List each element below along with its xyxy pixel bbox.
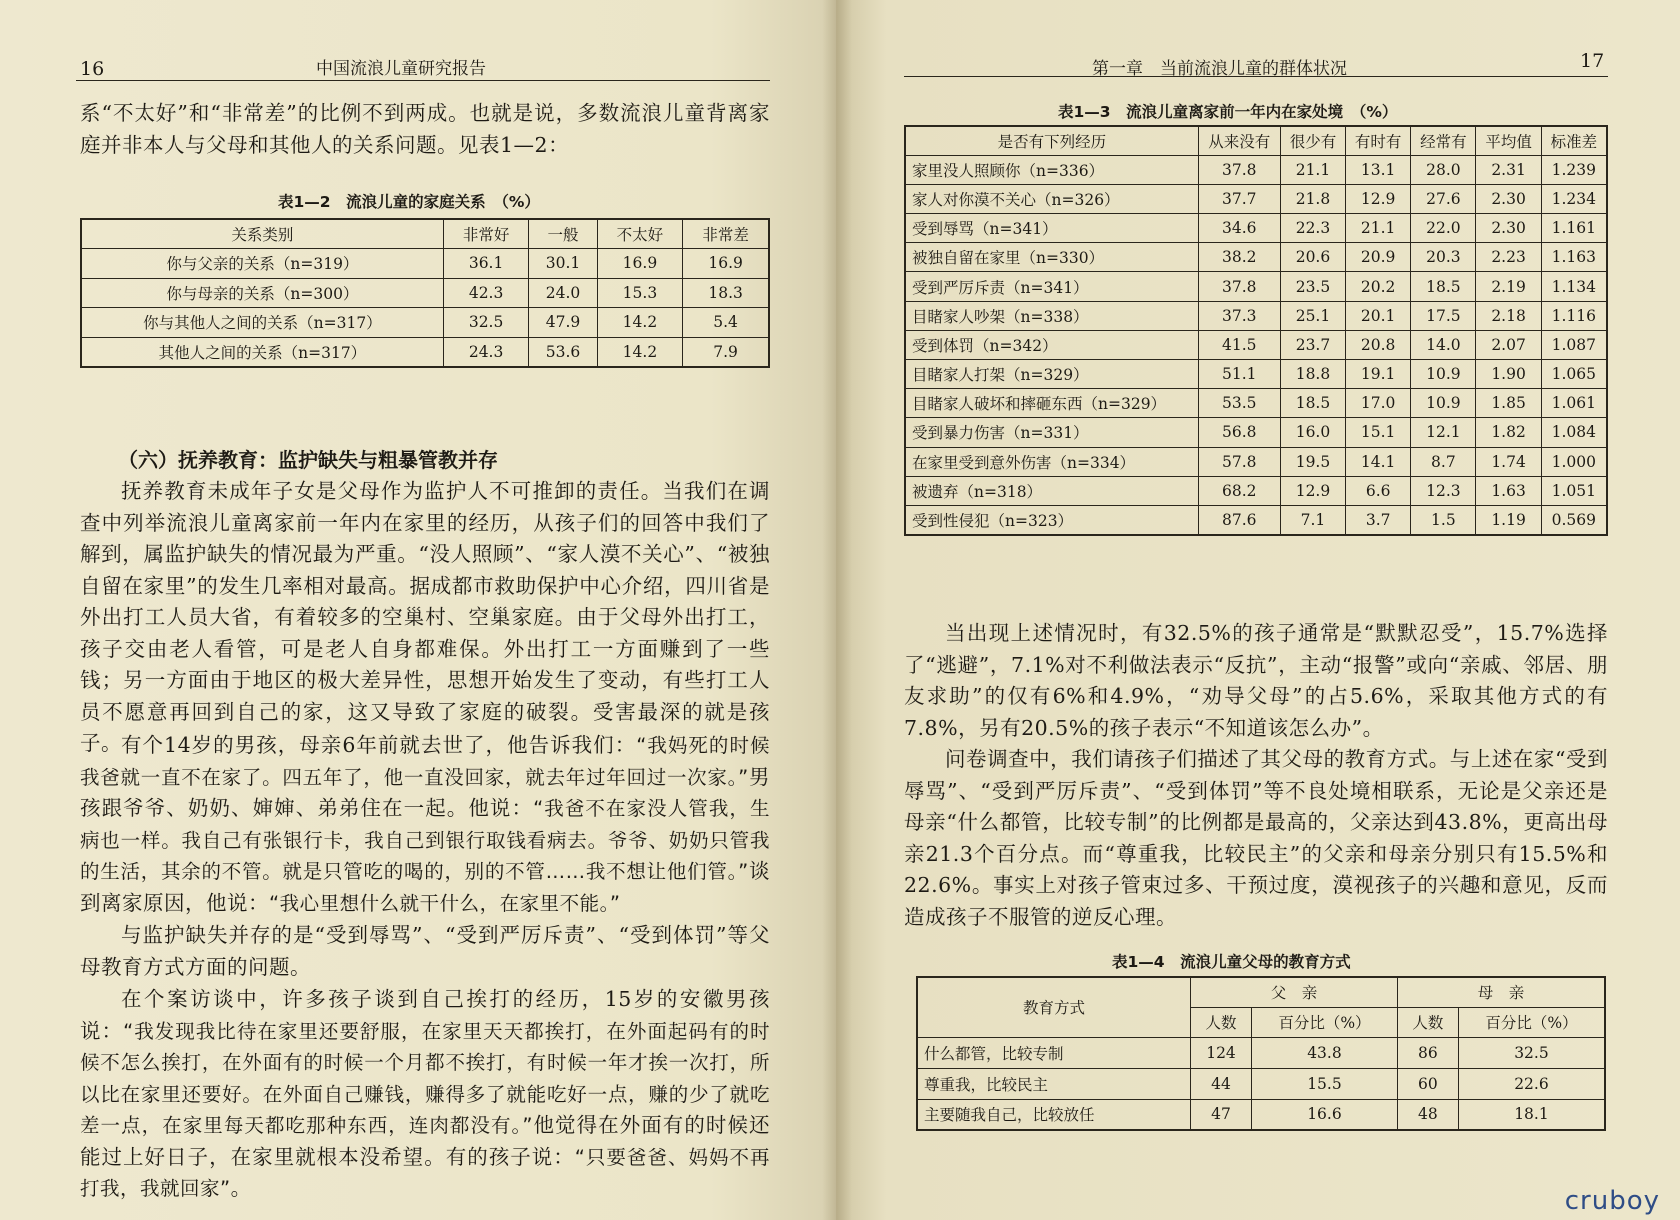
table-1-3-cell: 13.1 [1346,155,1411,184]
table-1-2-header-cell: 一般 [529,219,597,249]
table-1-3-row [905,418,1607,447]
table-1-4-cell: 尊重我，比较民主 [917,1068,1191,1099]
table-1-4-row [917,1037,1605,1068]
table-1-3-row [905,476,1607,505]
table-1-3-cell: 38.2 [1198,243,1280,272]
table-1-3-cell: 目睹家人打架（n=329） [905,360,1198,389]
table-1-3-cell: 7.1 [1280,505,1345,534]
table-1-3-cell: 1.116 [1541,301,1607,330]
header-mother-count: 人数 [1397,1007,1458,1037]
table-1-4-cell: 124 [1191,1037,1252,1068]
table-1-2-cell: 16.9 [683,249,769,279]
para-2-quote-3: “我心里想什么就干什么，在家里不能。” [269,891,621,915]
table-1-3-cell: 家人对你漠不关心（n=326） [905,184,1198,213]
table-1-3-cell: 8.7 [1411,447,1476,476]
table-1-3-cell: 41.5 [1198,330,1280,359]
table-1-3-header-cell: 经常有 [1411,126,1476,155]
table-1-3-cell: 14.1 [1346,447,1411,476]
table-1-3-cell: 20.6 [1280,243,1345,272]
table-1-3-cell: 23.5 [1280,272,1345,301]
table-1-3-cell: 2.30 [1476,214,1541,243]
table-1-2-cell: 24.0 [529,278,597,308]
table-1-3-cell: 1.63 [1476,476,1541,505]
left-para-3: 与监护缺失并存的是“受到辱骂”、“受到严厉斥责”、“受到体罚”等父母教育方式方面的问题。 [80,923,770,979]
para-2-text-a: 有个14岁的男孩，母亲6年前就去世了，他告诉我们： [121,733,637,757]
table-1-2-cell: 16.9 [597,249,683,279]
table-1-3-header-cell: 很少有 [1280,126,1345,155]
table-1-3-cell: 23.7 [1280,330,1345,359]
header-father-pct: 百分比（%） [1252,1007,1398,1037]
table-1-3-row [905,184,1607,213]
table-1-4-cell: 16.6 [1252,1099,1398,1130]
table-1-3-cell: 22.3 [1280,214,1345,243]
table-1-3-cell: 68.2 [1198,476,1280,505]
para-4-text-c: 他觉得在外面有的时候还能过上好日子，在家里就根本没希望。有的孩子说： [80,1113,770,1169]
table-1-3-cell: 37.8 [1198,155,1280,184]
table-1-3-cell: 3.7 [1346,505,1411,534]
right-para-1: 当出现上述情况时，有32.5%的孩子通常是“默默忍受”，15.7%选择了“逃避”，7.1%对不利做法表示“反抗”，主动“报警”或向“亲戚、邻居、朋友求助”的仅有6%和4.9%，“劝导父母”的占5.6%，采取其他方式的有7.8%，另有20.5%的孩子表示“不知道该怎么办”。 [904,621,1608,740]
table-1-3-cell: 16.0 [1280,418,1345,447]
table-1-3-cell: 27.6 [1411,184,1476,213]
table-1-4-cell: 47 [1191,1099,1252,1130]
table-1-3-cell: 19.1 [1346,360,1411,389]
table-1-3-cell: 受到性侵犯（n=323） [905,505,1198,534]
table-1-3-cell: 53.5 [1198,389,1280,418]
table-1-3-cell: 受到暴力伤害（n=331） [905,418,1198,447]
para-4-quote-2: “只要爸爸、妈妈不再打我，我就回家” [80,1145,770,1200]
table-1-3-cell: 12.1 [1411,418,1476,447]
table-1-3-cell: 1.85 [1476,389,1541,418]
table-1-2-cell: 其他人之间的关系（n=317） [81,337,443,367]
table-1-2-cell: 42.3 [443,278,529,308]
table-1-3-cell: 87.6 [1198,505,1280,534]
table-1-3-cell: 1.000 [1541,447,1607,476]
table-1-3-cell: 25.1 [1280,301,1345,330]
table-1-3-cell: 20.3 [1411,243,1476,272]
table-1-3-cell: 10.9 [1411,389,1476,418]
table-1-3-cell: 1.134 [1541,272,1607,301]
table-1-3-header-cell: 平均值 [1476,126,1541,155]
right-header-rule [904,76,1608,77]
right-page-number: 17 [1580,50,1605,72]
left-para-top: 系“不太好”和“非常差”的比例不到两成。也就是说，多数流浪儿童背离家庭并非本人与父母和其他人的关系问题。见表1—2： [80,101,770,157]
table-1-3-cell: 1.74 [1476,447,1541,476]
table-1-3 [904,125,1608,536]
table-1-4-cell: 43.8 [1252,1037,1398,1068]
table-1-3-cell: 2.19 [1476,272,1541,301]
table-1-2-cell: 你与母亲的关系（n=300） [81,278,443,308]
table-1-3-row [905,301,1607,330]
para-4-quote-1: “我发现我比待在家里还要舒服，在家里天天都挨打，在外面起码有的时候不怎么挨打，在外面有的时候一个月都不挨打，有时候一年才挨一次打，所以比在家里还要好。在外面自己赚钱，赚得多了就能吃好一点，赚的少了就吃差一点，在家里每天都吃那种东西，连肉都没有。” [80,1019,771,1137]
table-1-2 [80,218,770,368]
table-1-4-cell: 什么都管，比较专制 [917,1037,1191,1068]
table-1-3-row [905,272,1607,301]
right-para-2: 问卷调查中，我们请孩子们描述了其父母的教育方式。与上述在家“受到辱骂”、“受到严厉斥责”、“受到体罚”等不良处境相联系，无论是父亲还是母亲“什么都管，比较专制”的比例都是最高的，父亲达到43.8%，更高出母亲21.3个百分点。而“尊重我，比较民主”的父亲和母亲分别只有15.5%和22.6%。事实上对孩子管束过多、干预过度，漠视孩子的兴趣和意见，反而造成孩子不服管的逆反心理。 [904,747,1608,929]
table-1-3-cell: 受到辱骂（n=341） [905,214,1198,243]
table-1-2-cell: 你与其他人之间的关系（n=317） [81,308,443,338]
para-2-text-e: 谈到离家原因，他说： [80,859,770,915]
table-1-4-cell: 主要随我自己，比较放任 [917,1099,1191,1130]
table-1-2-caption: 表1—2 流浪儿童的家庭关系 （%） [278,193,540,211]
left-page [0,0,836,1220]
table-1-4-cell: 44 [1191,1068,1252,1099]
book-spine-shadow [822,0,852,1220]
table-1-3-cell: 34.6 [1198,214,1280,243]
table-1-2-cell: 14.2 [597,308,683,338]
table-1-3-cell: 2.31 [1476,155,1541,184]
table-1-3-cell: 2.07 [1476,330,1541,359]
table-1-2-cell: 30.1 [529,249,597,279]
table-1-2-row [81,278,769,308]
table-1-2-header-cell: 非常差 [683,219,769,249]
table-1-3-cell: 37.8 [1198,272,1280,301]
table-1-3-cell: 56.8 [1198,418,1280,447]
table-1-2-header-row [81,219,769,249]
table-1-3-cell: 10.9 [1411,360,1476,389]
table-1-3-caption: 表1—3 流浪儿童离家前一年内在家处境 （%） [1058,103,1398,121]
table-1-2-cell: 14.2 [597,337,683,367]
table-1-4 [916,976,1606,1131]
para-4-text-a: 在个案访谈中，许多孩子谈到自己挨打的经历，15岁的安徽男孩说： [80,987,770,1043]
table-1-3-cell: 2.23 [1476,243,1541,272]
header-father-count: 人数 [1191,1007,1252,1037]
table-1-2-row [81,249,769,279]
table-1-3-row [905,155,1607,184]
table-1-2-cell: 53.6 [529,337,597,367]
table-1-3-header-cell: 有时有 [1346,126,1411,155]
table-1-3-cell: 1.90 [1476,360,1541,389]
table-1-4-row [917,1099,1605,1130]
table-1-3-cell: 1.239 [1541,155,1607,184]
table-1-4-cell: 18.1 [1458,1099,1605,1130]
table-1-2-header-cell: 非常好 [443,219,529,249]
table-1-2-cell: 7.9 [683,337,769,367]
table-1-3-cell: 57.8 [1198,447,1280,476]
table-1-3-cell: 12.9 [1280,476,1345,505]
table-1-3-cell: 1.087 [1541,330,1607,359]
table-1-2-cell: 24.3 [443,337,529,367]
table-1-3-row [905,447,1607,476]
table-1-3-cell: 18.8 [1280,360,1345,389]
table-1-3-header-cell: 是否有下列经历 [905,126,1198,155]
table-1-3-cell: 1.5 [1411,505,1476,534]
left-page-number: 16 [80,58,105,80]
table-1-3-header-cell: 从来没有 [1198,126,1280,155]
table-1-3-cell: 20.8 [1346,330,1411,359]
header-method: 教育方式 [917,977,1191,1037]
table-1-3-cell: 6.6 [1346,476,1411,505]
table-1-3-cell: 12.3 [1411,476,1476,505]
table-1-3-cell: 目睹家人吵架（n=338） [905,301,1198,330]
table-1-2-row [81,337,769,367]
table-1-3-cell: 在家里受到意外伤害（n=334） [905,447,1198,476]
table-1-3-cell: 1.061 [1541,389,1607,418]
table-1-3-cell: 21.8 [1280,184,1345,213]
table-1-3-cell: 1.82 [1476,418,1541,447]
header-mother: 母 亲 [1397,977,1605,1007]
table-1-3-cell: 1.19 [1476,505,1541,534]
table-1-3-cell: 被遗弃（n=318） [905,476,1198,505]
table-1-3-cell: 0.569 [1541,505,1607,534]
table-1-3-cell: 1.051 [1541,476,1607,505]
table-1-2-header-cell: 不太好 [597,219,683,249]
table-1-2-cell: 你与父亲的关系（n=319） [81,249,443,279]
table-1-3-cell: 17.0 [1346,389,1411,418]
left-para-4 [80,984,770,1205]
table-1-3-row [905,389,1607,418]
table-1-2-cell: 32.5 [443,308,529,338]
left-para-1: 抚养教育未成年子女是父母作为监护人不可推卸的责任。当我们在调查中列举流浪儿童离家前一年内在家里的经历，从孩子们的回答中我们了解到，属监护缺失的情况最为严重。“没人照顾”、“家人漠不关心”、“被独自留在家里”的发生几率相对最高。据成都市救助保护中心介绍，四川省是外出打工人员大省，有着较多的空巢村、空巢家庭。由于父母外出打工，孩子交由老人看管，可是老人自身都难保。外出打工一方面赚到了一些钱；另一方面由于地区的极大差异性，思想开始发生了变动，有些打工人员不愿意再回到自己的家，这又导致了家庭的破裂。受害最深的就是孩子。 [80,479,770,755]
right-running-head: 第一章 当前流浪儿童的群体状况 [1092,59,1347,79]
table-1-3-cell: 22.0 [1411,214,1476,243]
table-1-2-row [81,308,769,338]
watermark: cruboy [1564,1186,1660,1216]
table-1-3-cell: 18.5 [1411,272,1476,301]
table-1-3-cell: 被独自留在家里（n=330） [905,243,1198,272]
table-1-3-row [905,505,1607,534]
table-1-3-header-row [905,126,1607,155]
table-1-3-cell: 1.065 [1541,360,1607,389]
table-1-4-cell: 32.5 [1458,1037,1605,1068]
table-1-4-cell: 15.5 [1252,1068,1398,1099]
table-1-3-cell: 2.30 [1476,184,1541,213]
table-1-4-cell: 86 [1397,1037,1458,1068]
table-1-3-cell: 15.1 [1346,418,1411,447]
right-page [836,0,1680,1220]
header-mother-pct: 百分比（%） [1458,1007,1605,1037]
table-1-3-cell: 14.0 [1411,330,1476,359]
table-1-4-caption: 表1—4 流浪儿童父母的教育方式 [1112,953,1351,971]
table-1-4-header-row-1 [917,977,1605,1007]
table-1-2-cell: 15.3 [597,278,683,308]
table-1-2-header-cell: 关系类别 [81,219,443,249]
table-1-3-cell: 12.9 [1346,184,1411,213]
table-1-2-cell: 18.3 [683,278,769,308]
table-1-3-cell: 20.9 [1346,243,1411,272]
table-1-3-row [905,243,1607,272]
para-2-quote-2: “我爸不在家没人管我，生病也一样。我自己有张银行卡，我自己到银行取钱看病去。爷爷、奶奶只管我的生活，其余的不管。就是只管吃的喝的，别的不管……我不想让他们管。” [80,797,771,883]
table-1-3-cell: 家里没人照顾你（n=336） [905,155,1198,184]
table-1-3-cell: 21.1 [1280,155,1345,184]
table-1-3-cell: 1.163 [1541,243,1607,272]
table-1-3-row [905,360,1607,389]
table-1-4-cell: 22.6 [1458,1068,1605,1099]
table-1-3-cell: 目睹家人破坏和摔砸东西（n=329） [905,389,1198,418]
table-1-3-row [905,330,1607,359]
table-1-3-cell: 18.5 [1280,389,1345,418]
section-title: （六）抚养教育：监护缺失与粗暴管教并存 [118,448,498,472]
left-header-rule [76,80,770,81]
table-1-4-cell: 48 [1397,1099,1458,1130]
table-1-3-cell: 51.1 [1198,360,1280,389]
table-1-3-cell: 受到体罚（n=342） [905,330,1198,359]
table-1-3-cell: 37.7 [1198,184,1280,213]
table-1-3-cell: 1.234 [1541,184,1607,213]
table-1-2-cell: 36.1 [443,249,529,279]
table-1-3-cell: 37.3 [1198,301,1280,330]
table-1-3-cell: 1.084 [1541,418,1607,447]
table-1-2-cell: 47.9 [529,308,597,338]
table-1-3-cell: 19.5 [1280,447,1345,476]
para-2-text-c: 男孩跟爷爷、奶奶、婶婶、弟弟住在一起。他说： [80,764,771,820]
table-1-3-header-cell: 标准差 [1541,126,1607,155]
table-1-3-cell: 17.5 [1411,301,1476,330]
table-1-3-row [905,214,1607,243]
table-1-3-cell: 20.1 [1346,301,1411,330]
table-1-3-cell: 2.18 [1476,301,1541,330]
header-father: 父 亲 [1191,977,1398,1007]
table-1-3-cell: 21.1 [1346,214,1411,243]
table-1-3-cell: 28.0 [1411,155,1476,184]
left-para-2 [80,730,770,919]
para-4-text-e: 。 [230,1176,252,1200]
left-running-head: 中国流浪儿童研究报告 [316,59,486,79]
table-1-3-cell: 20.2 [1346,272,1411,301]
table-1-2-cell: 5.4 [683,308,769,338]
table-1-4-row [917,1068,1605,1099]
para-2-quote-1: “我妈死的时候我爸就一直不在家了。四五年了，他一直没回家，就去年过年回过一次家。” [80,734,770,789]
table-1-4-cell: 60 [1397,1068,1458,1099]
table-1-3-cell: 受到严厉斥责（n=341） [905,272,1198,301]
table-1-3-cell: 1.161 [1541,214,1607,243]
